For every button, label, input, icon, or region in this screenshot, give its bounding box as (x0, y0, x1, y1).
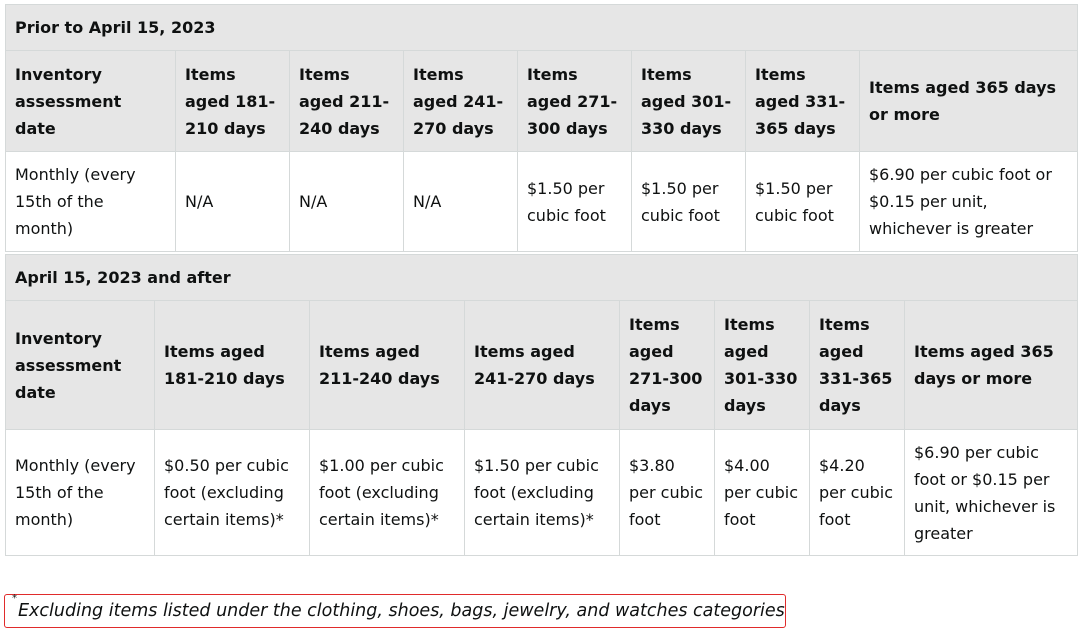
table-cell: $1.50 per cubic foot (excluding certain items)* (465, 430, 620, 556)
fee-table-prior (5, 4, 1078, 252)
table-cell: $1.50 per cubic foot (632, 152, 746, 252)
column-header: Items aged 271-300 days (620, 301, 715, 430)
table-cell: $1.50 per cubic foot (746, 152, 860, 252)
column-header: Items aged 301-330 days (632, 51, 746, 152)
column-header: Items aged 271-300 days (518, 51, 632, 152)
section-title: Prior to April 15, 2023 (6, 5, 1078, 51)
header-row (6, 301, 1078, 430)
fee-table-after (5, 254, 1078, 556)
header-row (6, 51, 1078, 152)
column-header: Items aged 181-210 days (155, 301, 310, 430)
table-cell: N/A (176, 152, 290, 252)
column-header: Items aged 331-365 days (746, 51, 860, 152)
column-header: Items aged 241-270 days (465, 301, 620, 430)
section-title: April 15, 2023 and after (6, 255, 1078, 301)
table-cell: $1.00 per cubic foot (excluding certain items)* (310, 430, 465, 556)
column-header: Items aged 211-240 days (290, 51, 404, 152)
footnote (4, 594, 786, 628)
column-header: Items aged 365 days or more (860, 51, 1078, 152)
table-row (6, 430, 1078, 556)
table-cell: Monthly (every 15th of the month) (6, 152, 176, 252)
footnote-text: Excluding items listed under the clothing, shoes, bags, jewelry, and watches categories (18, 601, 785, 621)
footnote-marker: * (12, 593, 17, 605)
table-cell: $0.50 per cubic foot (excluding certain items)* (155, 430, 310, 556)
table-cell: $4.20 per cubic foot (810, 430, 905, 556)
column-header: Items aged 211-240 days (310, 301, 465, 430)
column-header: Items aged 181-210 days (176, 51, 290, 152)
table-cell: $4.00 per cubic foot (715, 430, 810, 556)
column-header: Items aged 241-270 days (404, 51, 518, 152)
table-cell: Monthly (every 15th of the month) (6, 430, 155, 556)
table-cell: $1.50 per cubic foot (518, 152, 632, 252)
column-header: Inventory assessment date (6, 301, 155, 430)
column-header: Items aged 365 days or more (905, 301, 1078, 430)
table-cell: $3.80 per cubic foot (620, 430, 715, 556)
column-header: Inventory assessment date (6, 51, 176, 152)
table-cell: N/A (404, 152, 518, 252)
column-header: Items aged 331-365 days (810, 301, 905, 430)
table-row (6, 152, 1078, 252)
table-cell: N/A (290, 152, 404, 252)
table-cell: $6.90 per cubic foot or $0.15 per unit, whichever is greater (905, 430, 1078, 556)
table-cell: $6.90 per cubic foot or $0.15 per unit, whichever is greater (860, 152, 1078, 252)
column-header: Items aged 301-330 days (715, 301, 810, 430)
